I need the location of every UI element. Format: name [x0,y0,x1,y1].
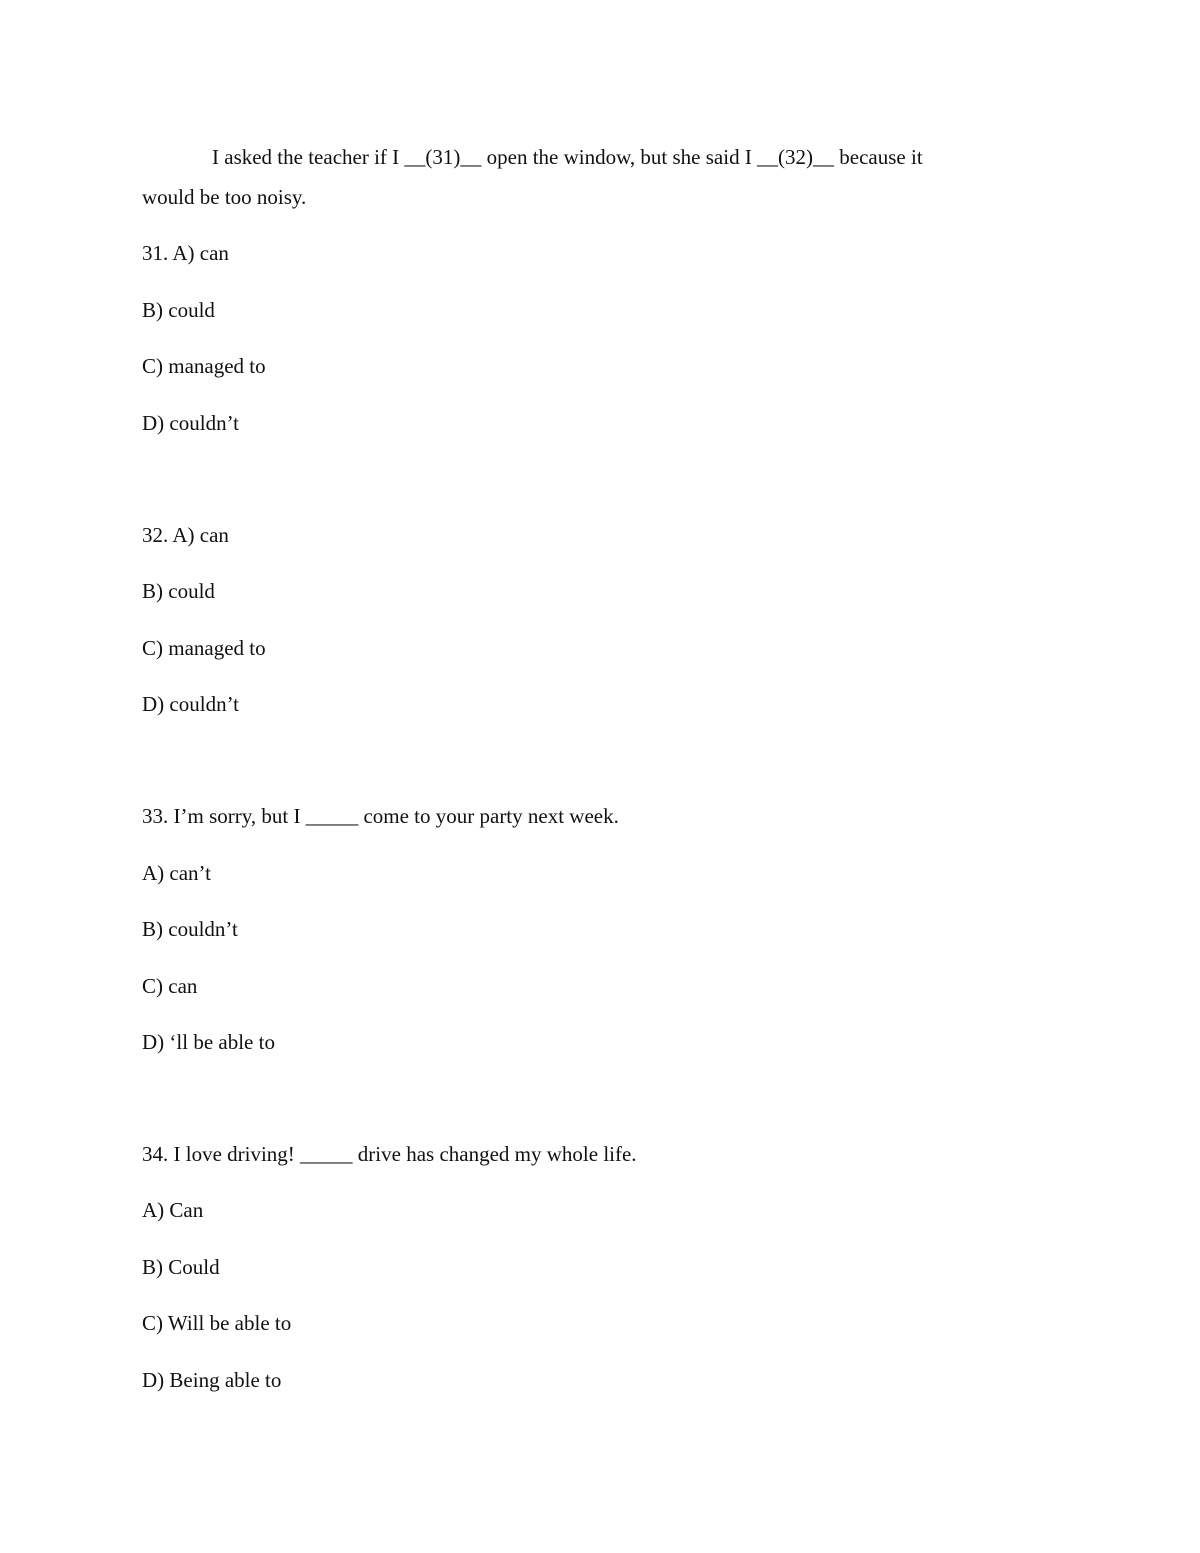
question-33-option-c: C) can [142,974,198,998]
question-33-option-d: D) ‘ll be able to [142,1030,275,1054]
question-31-option-c: C) managed to [142,354,266,378]
question-33-stem: 33. I’m sorry, but I _____ come to your party next week. [142,804,619,828]
question-34-option-a: A) Can [142,1198,204,1222]
question-31-option-b: B) could [142,298,215,322]
question-32-option-c: C) managed to [142,636,266,660]
question-34-option-c: C) Will be able to [142,1311,292,1335]
question-34-stem: 34. I love driving! _____ drive has changed my whole life. [142,1142,637,1166]
question-31-option-d: D) couldn’t [142,411,240,435]
question-32-stem: 32. A) can [142,523,229,547]
question-32-option-b: B) could [142,579,215,603]
question-31-stem: 31. A) can [142,241,229,265]
passage-line-2: would be too noisy. [142,185,307,209]
question-33-option-b: B) couldn’t [142,917,238,941]
passage-line-1: I asked the teacher if I __(31)__ open the window, but she said I __(32)__ because it [212,145,923,169]
question-32-option-d: D) couldn’t [142,692,240,716]
question-34-option-b: B) Could [142,1255,220,1279]
question-33-option-a: A) can’t [142,861,211,885]
question-34-option-d: D) Being able to [142,1368,282,1392]
